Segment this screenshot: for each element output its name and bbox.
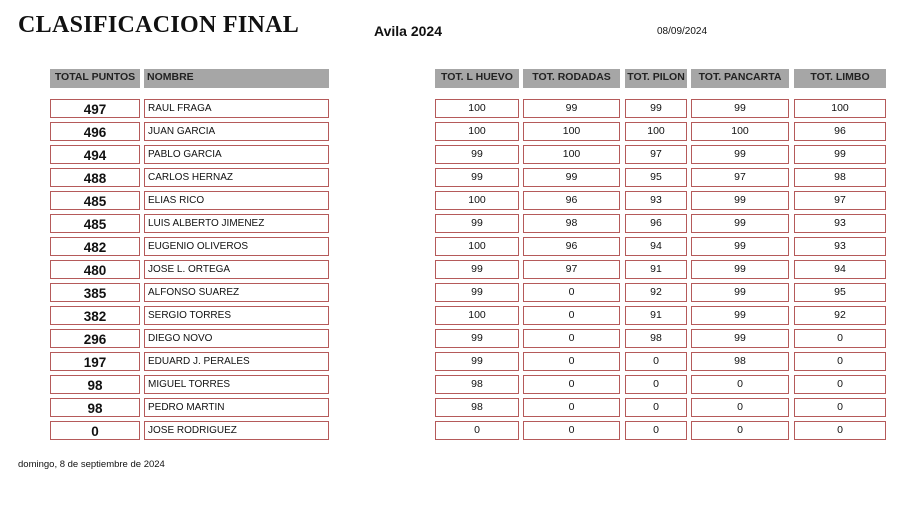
rodadas-score-cell: 0 [523, 306, 620, 325]
footer-date: domingo, 8 de septiembre de 2024 [18, 459, 165, 470]
header-tot-limbo: TOT. LIMBO [794, 69, 886, 88]
huevo-score-cell: 99 [435, 168, 519, 187]
pilon-score-cell: 98 [625, 329, 687, 348]
pancarta-score-cell: 99 [691, 306, 789, 325]
limbo-score-cell: 0 [794, 375, 886, 394]
header-tot-pilon: TOT. PILON [625, 69, 687, 88]
pancarta-score-cell: 99 [691, 99, 789, 118]
table-row [0, 145, 911, 168]
huevo-score-cell: 100 [435, 122, 519, 141]
competitor-name-cell: PEDRO MARTIN [144, 398, 329, 417]
header-tot-pancarta: TOT. PANCARTA [691, 69, 789, 88]
header-name: NOMBRE [144, 69, 329, 88]
classification-table [0, 99, 911, 444]
total-points-cell: 496 [50, 122, 140, 141]
huevo-score-cell: 98 [435, 375, 519, 394]
competitor-name-cell: ALFONSO SUAREZ [144, 283, 329, 302]
huevo-score-cell: 99 [435, 329, 519, 348]
rodadas-score-cell: 0 [523, 352, 620, 371]
huevo-score-cell: 99 [435, 214, 519, 233]
limbo-score-cell: 94 [794, 260, 886, 279]
total-points-cell: 382 [50, 306, 140, 325]
huevo-score-cell: 99 [435, 145, 519, 164]
pilon-score-cell: 95 [625, 168, 687, 187]
event-date: 08/09/2024 [657, 26, 708, 37]
pancarta-score-cell: 99 [691, 260, 789, 279]
limbo-score-cell: 100 [794, 99, 886, 118]
pancarta-score-cell: 97 [691, 168, 789, 187]
limbo-score-cell: 0 [794, 398, 886, 417]
rodadas-score-cell: 0 [523, 329, 620, 348]
total-points-cell: 98 [50, 375, 140, 394]
table-row [0, 283, 911, 306]
competitor-name-cell: JOSE L. ORTEGA [144, 260, 329, 279]
table-row [0, 99, 911, 122]
table-row [0, 398, 911, 421]
rodadas-score-cell: 0 [523, 421, 620, 440]
table-row [0, 168, 911, 191]
table-row [0, 306, 911, 329]
rodadas-score-cell: 99 [523, 168, 620, 187]
pilon-score-cell: 96 [625, 214, 687, 233]
limbo-score-cell: 93 [794, 237, 886, 256]
pancarta-score-cell: 0 [691, 421, 789, 440]
limbo-score-cell: 97 [794, 191, 886, 210]
pancarta-score-cell: 98 [691, 352, 789, 371]
competitor-name-cell: CARLOS HERNAZ [144, 168, 329, 187]
pilon-score-cell: 0 [625, 398, 687, 417]
total-points-cell: 494 [50, 145, 140, 164]
pancarta-score-cell: 99 [691, 283, 789, 302]
rodadas-score-cell: 96 [523, 237, 620, 256]
pilon-score-cell: 0 [625, 421, 687, 440]
rodadas-score-cell: 99 [523, 99, 620, 118]
pancarta-score-cell: 99 [691, 145, 789, 164]
total-points-cell: 482 [50, 237, 140, 256]
competitor-name-cell: DIEGO NOVO [144, 329, 329, 348]
total-points-cell: 0 [50, 421, 140, 440]
pancarta-score-cell: 99 [691, 237, 789, 256]
limbo-score-cell: 93 [794, 214, 886, 233]
limbo-score-cell: 92 [794, 306, 886, 325]
rodadas-score-cell: 0 [523, 283, 620, 302]
rodadas-score-cell: 0 [523, 375, 620, 394]
total-points-cell: 197 [50, 352, 140, 371]
table-row [0, 122, 911, 145]
table-row [0, 375, 911, 398]
competitor-name-cell: LUIS ALBERTO JIMENEZ [144, 214, 329, 233]
pancarta-score-cell: 100 [691, 122, 789, 141]
pancarta-score-cell: 0 [691, 375, 789, 394]
pilon-score-cell: 0 [625, 352, 687, 371]
limbo-score-cell: 98 [794, 168, 886, 187]
table-row [0, 191, 911, 214]
pilon-score-cell: 0 [625, 375, 687, 394]
competitor-name-cell: JUAN GARCIA [144, 122, 329, 141]
header-tot-l-huevo: TOT. L HUEVO [435, 69, 519, 88]
huevo-score-cell: 99 [435, 283, 519, 302]
rodadas-score-cell: 0 [523, 398, 620, 417]
limbo-score-cell: 0 [794, 329, 886, 348]
pilon-score-cell: 100 [625, 122, 687, 141]
pancarta-score-cell: 0 [691, 398, 789, 417]
table-row [0, 352, 911, 375]
table-row [0, 421, 911, 444]
total-points-cell: 488 [50, 168, 140, 187]
huevo-score-cell: 100 [435, 191, 519, 210]
pancarta-score-cell: 99 [691, 214, 789, 233]
competitor-name-cell: JOSE RODRIGUEZ [144, 421, 329, 440]
page-title: CLASIFICACION FINAL [18, 12, 300, 38]
table-row [0, 214, 911, 237]
limbo-score-cell: 99 [794, 145, 886, 164]
huevo-score-cell: 100 [435, 99, 519, 118]
total-points-cell: 480 [50, 260, 140, 279]
total-points-cell: 485 [50, 214, 140, 233]
header-tot-rodadas: TOT. RODADAS [523, 69, 620, 88]
limbo-score-cell: 0 [794, 421, 886, 440]
competitor-name-cell: RAUL FRAGA [144, 99, 329, 118]
competitor-name-cell: PABLO GARCIA [144, 145, 329, 164]
huevo-score-cell: 100 [435, 237, 519, 256]
total-points-cell: 296 [50, 329, 140, 348]
header-total-points: TOTAL PUNTOS [50, 69, 140, 88]
limbo-score-cell: 96 [794, 122, 886, 141]
total-points-cell: 485 [50, 191, 140, 210]
total-points-cell: 497 [50, 99, 140, 118]
pancarta-score-cell: 99 [691, 329, 789, 348]
rodadas-score-cell: 97 [523, 260, 620, 279]
competitor-name-cell: SERGIO TORRES [144, 306, 329, 325]
huevo-score-cell: 99 [435, 352, 519, 371]
huevo-score-cell: 99 [435, 260, 519, 279]
total-points-cell: 385 [50, 283, 140, 302]
rodadas-score-cell: 96 [523, 191, 620, 210]
pilon-score-cell: 92 [625, 283, 687, 302]
huevo-score-cell: 98 [435, 398, 519, 417]
pilon-score-cell: 91 [625, 260, 687, 279]
rodadas-score-cell: 100 [523, 145, 620, 164]
competitor-name-cell: EDUARD J. PERALES [144, 352, 329, 371]
competitor-name-cell: MIGUEL TORRES [144, 375, 329, 394]
rodadas-score-cell: 100 [523, 122, 620, 141]
pilon-score-cell: 97 [625, 145, 687, 164]
huevo-score-cell: 0 [435, 421, 519, 440]
huevo-score-cell: 100 [435, 306, 519, 325]
pilon-score-cell: 91 [625, 306, 687, 325]
table-row [0, 237, 911, 260]
rodadas-score-cell: 98 [523, 214, 620, 233]
competitor-name-cell: EUGENIO OLIVEROS [144, 237, 329, 256]
table-row [0, 260, 911, 283]
pancarta-score-cell: 99 [691, 191, 789, 210]
limbo-score-cell: 0 [794, 352, 886, 371]
pilon-score-cell: 99 [625, 99, 687, 118]
competitor-name-cell: ELIAS RICO [144, 191, 329, 210]
total-points-cell: 98 [50, 398, 140, 417]
pilon-score-cell: 93 [625, 191, 687, 210]
table-row [0, 329, 911, 352]
event-place: Avila 2024 [374, 23, 442, 39]
limbo-score-cell: 95 [794, 283, 886, 302]
pilon-score-cell: 94 [625, 237, 687, 256]
